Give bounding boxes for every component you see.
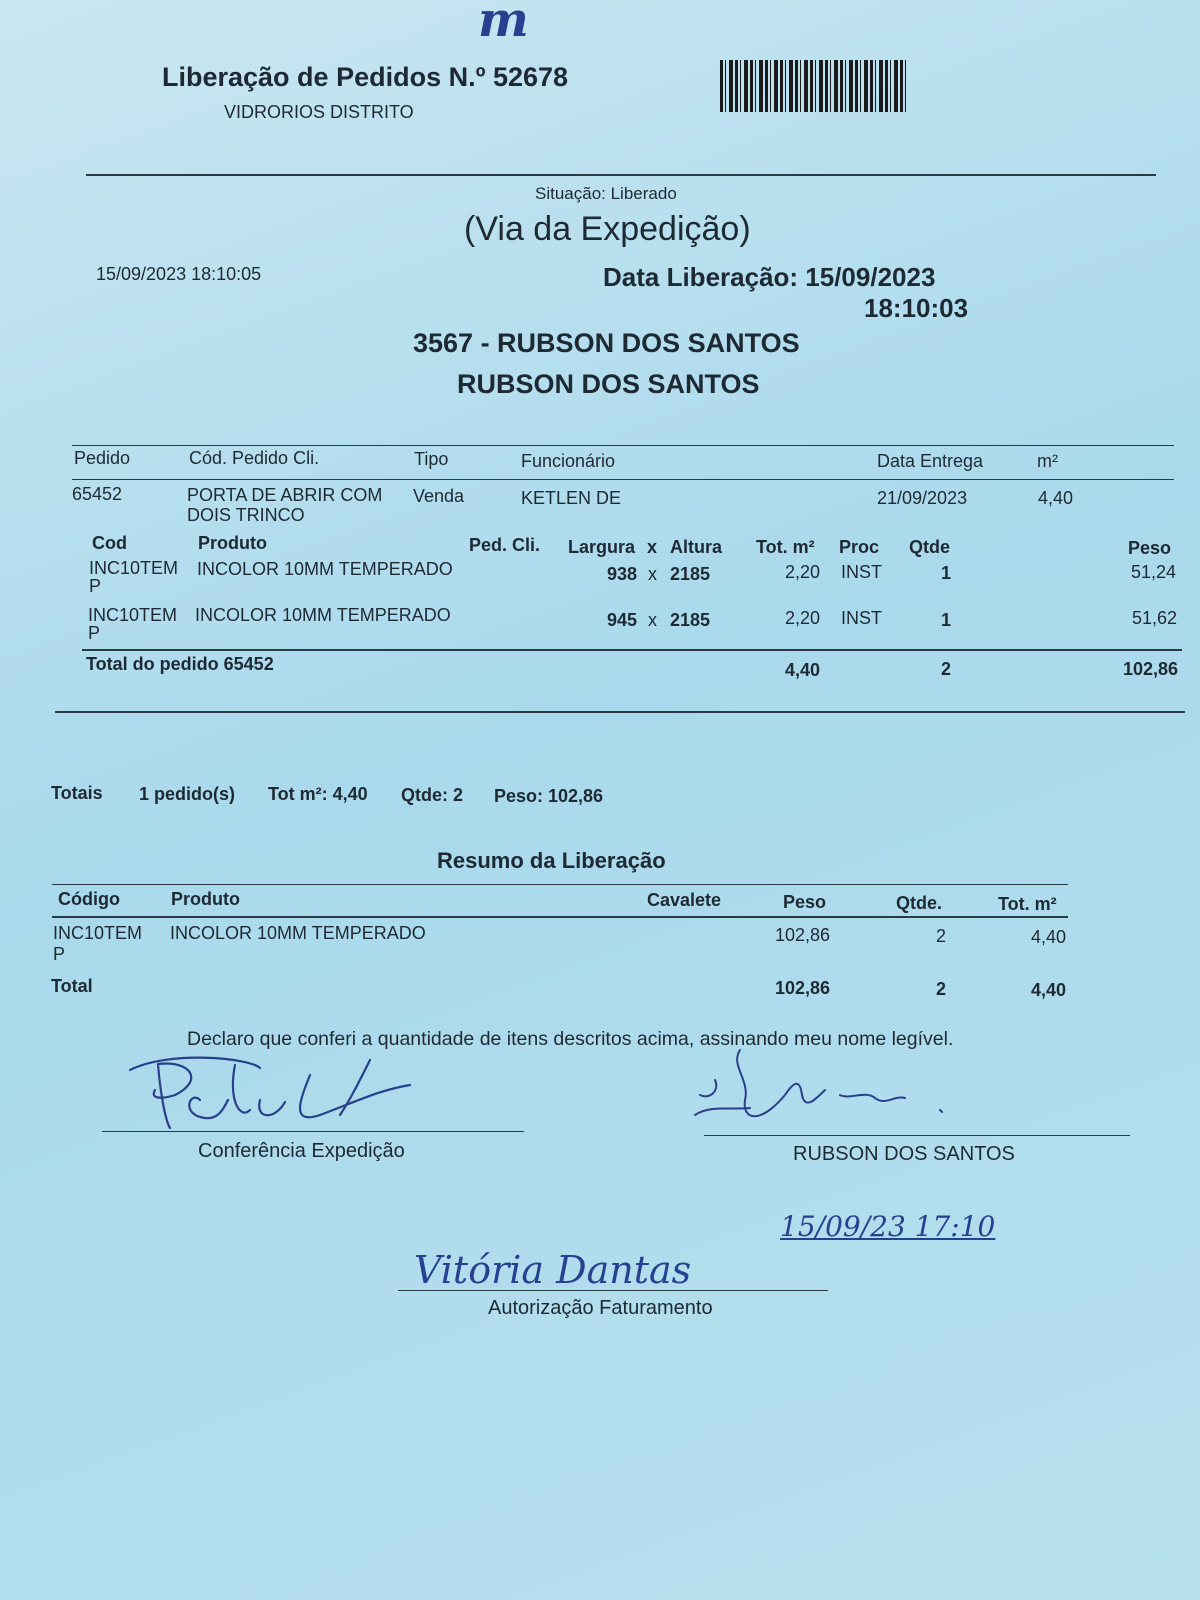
document-title: Liberação de Pedidos N.º 52678 <box>162 62 569 92</box>
item-row-1-cod-cont: P <box>89 576 102 596</box>
totals-m2: Tot m²: 4,40 <box>268 784 368 804</box>
summary-col-codigo: Código <box>58 889 120 909</box>
order-tipo: Venda <box>413 486 465 506</box>
client-name: RUBSON DOS SANTOS <box>457 369 760 399</box>
order-header-bottom-rule <box>72 479 1174 480</box>
item-row-2-produto: INCOLOR 10MM TEMPERADO <box>195 605 451 625</box>
authorization-label: Autorização Faturamento <box>488 1297 713 1319</box>
totals-label: Totais <box>51 783 103 803</box>
summary-row-produto: INCOLOR 10MM TEMPERADO <box>170 923 426 943</box>
item-col-produto: Produto <box>198 533 267 553</box>
barcode <box>720 60 908 112</box>
item-col-qtde: Qtde <box>909 537 951 557</box>
release-time: 18:10:03 <box>864 293 969 323</box>
order-cod-line2: DOIS TRINCO <box>187 505 305 525</box>
order-total-m2: 4,40 <box>784 660 820 680</box>
item-row-2-peso: 51,62 <box>1131 608 1177 628</box>
item-col-tot-m2: Tot. m² <box>756 537 815 557</box>
order-total-qtde: 2 <box>941 659 952 679</box>
col-tipo: Tipo <box>414 449 449 469</box>
item-col-cod: Cod <box>92 533 127 553</box>
client-signature-line <box>704 1135 1130 1136</box>
authorization-signature-line <box>398 1290 828 1291</box>
expedition-signature-label: Conferência Expedição <box>198 1140 405 1162</box>
expedition-signature <box>110 1040 430 1140</box>
item-col-x: x <box>647 537 658 557</box>
summary-total-label: Total <box>51 976 93 996</box>
summary-row-peso: 102,86 <box>774 925 830 945</box>
item-row-2-altura: 2185 <box>670 610 711 630</box>
declaration-text: Declaro que conferi a quantidade de itens descritos acima, assinando meu nome legível. <box>187 1028 954 1050</box>
order-m2: 4,40 <box>1038 488 1074 508</box>
summary-header-rule <box>52 916 1068 918</box>
col-m2: m² <box>1037 451 1058 471</box>
item-col-largura: Largura <box>568 537 636 557</box>
summary-title: Resumo da Liberação <box>437 848 666 873</box>
order-section-bottom-rule <box>55 711 1185 713</box>
totals-pedidos: 1 pedido(s) <box>139 784 236 804</box>
summary-total-qtde: 2 <box>936 979 947 999</box>
client-signature-label: RUBSON DOS SANTOS <box>793 1143 1015 1165</box>
order-data-entrega: 21/09/2023 <box>877 488 968 508</box>
summary-row-codigo: INC10TEM <box>53 923 143 943</box>
item-row-1-tot-m2: 2,20 <box>784 562 820 582</box>
item-row-2-cod-cont: P <box>88 623 101 643</box>
item-row-1-produto: INCOLOR 10MM TEMPERADO <box>197 559 453 579</box>
order-total-rule <box>82 649 1182 651</box>
item-col-peso: Peso <box>1128 538 1172 558</box>
item-row-2-cod: INC10TEM <box>88 605 178 625</box>
summary-col-cavalete: Cavalete <box>647 890 722 910</box>
handwritten-date: 15/09/23 17:10 <box>780 1210 996 1243</box>
client-signature <box>690 1040 970 1135</box>
summary-col-tot-m2: Tot. m² <box>998 894 1057 914</box>
printed-timestamp: 15/09/2023 18:10:05 <box>96 264 262 284</box>
item-col-ped-cli: Ped. Cli. <box>469 535 541 555</box>
client-code-name: 3567 - RUBSON DOS SANTOS <box>413 328 800 358</box>
order-total-peso: 102,86 <box>1122 659 1178 679</box>
summary-col-qtde: Qtde. <box>896 893 943 913</box>
item-row-1-qtde: 1 <box>941 563 952 583</box>
item-row-1-peso: 51,24 <box>1130 562 1176 582</box>
summary-total-tot-m2: 4,40 <box>1030 980 1066 1000</box>
item-row-1-altura: 2185 <box>670 564 711 584</box>
order-funcionario: KETLEN DE <box>521 488 622 508</box>
order-header-top-rule <box>72 445 1174 446</box>
authorization-signature: Vitória Dantas <box>414 1248 692 1292</box>
order-total-label: Total do pedido 65452 <box>86 654 274 674</box>
summary-row-codigo-cont: P <box>53 944 66 964</box>
item-row-2-largura: 945 <box>606 610 637 630</box>
header-divider <box>86 174 1156 176</box>
item-row-2-tot-m2: 2,20 <box>784 608 820 628</box>
col-cod-pedido-cli: Cód. Pedido Cli. <box>189 448 320 468</box>
totals-qtde: Qtde: 2 <box>401 785 464 805</box>
release-date: Data Liberação: 15/09/2023 <box>603 262 936 292</box>
handwritten-initials: m <box>478 0 529 48</box>
summary-total-peso: 102,86 <box>774 978 830 998</box>
item-col-proc: Proc <box>839 537 880 557</box>
item-row-2-qtde: 1 <box>941 610 952 630</box>
copy-label: (Via da Expedição) <box>464 210 751 248</box>
status-label: Situação: Liberado <box>535 184 677 203</box>
item-col-altura: Altura <box>670 537 723 557</box>
item-row-2-proc: INST <box>841 608 883 628</box>
item-row-1-largura: 938 <box>606 564 637 584</box>
company-name: VIDRORIOS DISTRITO <box>224 102 414 122</box>
col-data-entrega: Data Entrega <box>877 451 984 471</box>
item-row-1-proc: INST <box>841 562 883 582</box>
summary-col-peso: Peso <box>783 892 827 912</box>
order-cod-line1: PORTA DE ABRIR COM <box>187 485 383 505</box>
col-funcionario: Funcionário <box>521 451 616 471</box>
totals-peso: Peso: 102,86 <box>494 786 604 806</box>
summary-row-qtde: 2 <box>936 926 947 946</box>
summary-row-tot-m2: 4,40 <box>1030 927 1066 947</box>
item-row-1-cod: INC10TEM <box>89 558 179 578</box>
summary-top-rule <box>52 884 1068 885</box>
item-row-1-x: x <box>648 564 657 584</box>
col-pedido: Pedido <box>74 448 131 468</box>
order-number: 65452 <box>72 484 123 504</box>
item-row-2-x: x <box>648 610 657 630</box>
expedition-signature-line <box>102 1131 524 1132</box>
summary-col-produto: Produto <box>171 889 240 909</box>
